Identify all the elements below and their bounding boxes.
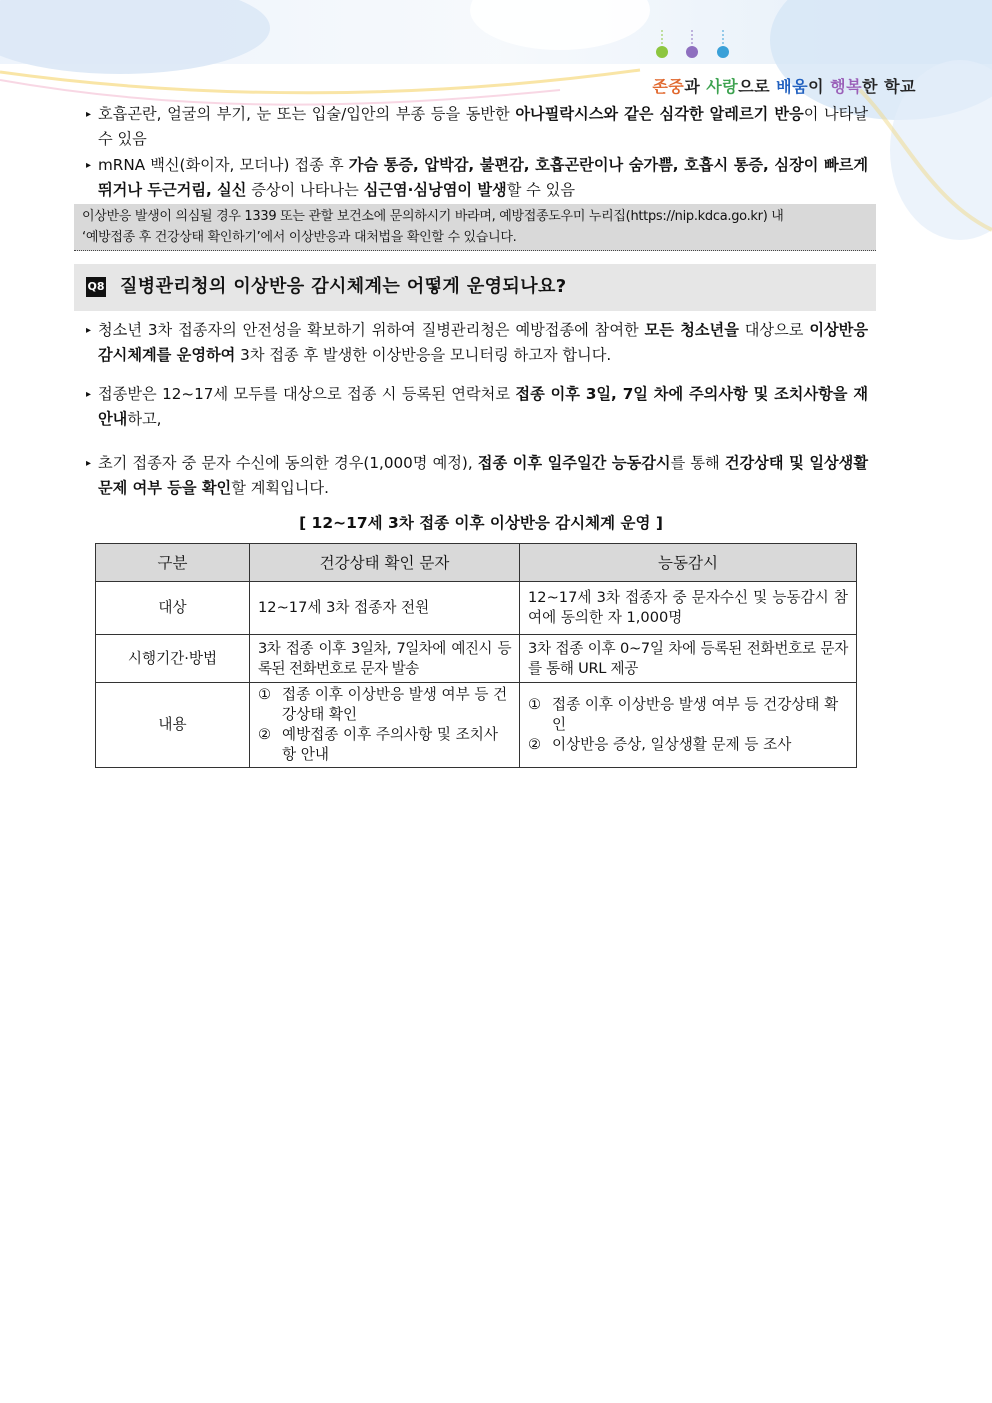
bullet-segment: 호흡곤란, 얼굴의 부기, 눈 또는 입술/입안의 부종 등을 동반한 <box>98 105 516 123</box>
header-active-surveillance: 능동감시 <box>520 544 857 582</box>
cell-active-items <box>520 683 857 768</box>
table-row-target <box>96 582 857 635</box>
bullet-emphasis: 접종 이후 3일, 7일 차에 주의사항 및 조치사항을 재안내 <box>98 385 868 428</box>
bullet-monitoring-overview <box>86 318 868 368</box>
bullet-segment: 이 나타날 수 있음 <box>98 105 868 148</box>
list-item: ② 예방접종 이후 주의사항 및 조치사항 안내 <box>258 726 498 763</box>
bullet-myocarditis <box>86 153 868 203</box>
motto-segment: 행복 <box>830 77 863 96</box>
bullet-segment: 초기 접종자 중 문자 수신에 동의한 경우(1,000명 예정), <box>98 454 478 472</box>
bullet-anaphylaxis <box>86 102 868 152</box>
header-text-check: 건강상태 확인 문자 <box>250 544 520 582</box>
cell-category: 대상 <box>96 582 250 635</box>
notice-line-1: 이상반응 발생이 의심될 경우 1339 또는 관할 보건소에 문의하시기 바라며, 예방접종도우미 누리집(https://nip.kdca.go.kr) 내 <box>82 209 784 224</box>
bullet-text <box>86 382 868 432</box>
bullet-emphasis: 모든 청소년을 <box>644 321 739 339</box>
motto-segment: 존중 <box>652 77 685 96</box>
bullet-segment: mRNA 백신(화이자, 모더나) 접종 후 <box>98 156 349 174</box>
bullet-emphasis: 가슴 통증, 압박감, 불편감, 호흡곤란이나 숨가쁨, 호흡시 통증, 심장이 빠르게 뛰거나 두근거림, 실신 <box>98 156 869 199</box>
motto-segment: 사랑 <box>706 77 739 96</box>
cell-text-check: 12~17세 3차 접종자 전원 <box>250 582 520 635</box>
header-category: 구분 <box>96 544 250 582</box>
cell-active: 12~17세 3차 접종자 중 문자수신 및 능동감시 참여에 동의한 자 1,000명 <box>520 582 857 635</box>
question-number-badge: Q8 <box>86 277 106 297</box>
motto-segment: 이 <box>808 77 831 96</box>
table-row-content <box>96 683 857 768</box>
bullet-marker-icon: ▸ <box>86 458 92 469</box>
question-header <box>74 264 876 311</box>
bullet-marker-icon: ▸ <box>86 389 92 400</box>
table-caption: [ 12~17세 3차 접종 이후 이상반응 감시체계 운영 ] <box>299 514 663 532</box>
cell-category: 내용 <box>96 683 250 768</box>
bullet-reminder-message <box>86 382 868 432</box>
bullet-text <box>86 153 868 203</box>
list-item: ① 접종 이후 이상반응 발생 여부 등 건강상태 확인 <box>258 686 508 723</box>
bullet-marker-icon: ▸ <box>86 160 92 171</box>
bullet-text <box>86 102 868 152</box>
bullet-emphasis: 이상반응 감시체계를 운영하여 <box>98 321 868 364</box>
cell-category: 시행기간·방법 <box>96 635 250 683</box>
bullet-emphasis: 접종 이후 일주일간 능동감시 <box>477 454 671 472</box>
bullet-emphasis: 아나필락시스와 같은 심각한 알레르기 반응 <box>515 105 804 123</box>
bullet-emphasis: 심근염·심낭염이 발생 <box>363 181 507 199</box>
bullet-text <box>86 451 868 501</box>
motto-segment: 으로 <box>738 77 777 96</box>
cell-text-check-items <box>250 683 520 768</box>
list-item: ② 이상반응 증상, 일상생활 문제 등 조사 <box>528 736 792 753</box>
bullet-text <box>86 318 868 368</box>
bullet-segment: 를 통해 <box>670 454 725 472</box>
bullet-segment: 3차 접종 후 발생한 이상반응을 모니터링 하고자 합니다. <box>235 346 612 364</box>
bullet-segment: 접종받은 12~17세 모두를 대상으로 접종 시 등록된 연락처로 <box>98 385 516 403</box>
bullet-marker-icon: ▸ <box>86 109 92 120</box>
cell-active: 3차 접종 이후 0~7일 차에 등록된 전화번호로 문자를 통해 URL 제공 <box>520 635 857 683</box>
bullet-segment: 하고, <box>127 410 162 428</box>
decor-dot-blue <box>717 46 729 58</box>
bullet-segment: 할 계획입니다. <box>231 479 329 497</box>
motto-segment: 한 학교 <box>862 77 916 96</box>
bullet-segment: 청소년 3차 접종자의 안전성을 확보하기 위하여 질병관리청은 예방접종에 참여한 <box>98 321 645 339</box>
bullet-segment: 증상이 나타나는 <box>246 181 364 199</box>
bullet-segment: 할 수 있음 <box>506 181 576 199</box>
table-header-row <box>96 544 857 582</box>
motto-segment: 과 <box>684 77 707 96</box>
notice-line-2: ‘예방접종 후 건강상태 확인하기’에서 이상반응과 대처법을 확인할 수 있습니다. <box>82 230 517 245</box>
school-motto <box>652 74 916 97</box>
decor-dot-green <box>656 46 668 58</box>
list-item: ① 접종 이후 이상반응 발생 여부 등 건강상태 확인 <box>528 696 839 733</box>
table-row-period-method <box>96 635 857 683</box>
cell-text-check: 3차 접종 이후 3일차, 7일차에 예진시 등록된 전화번호로 문자 발송 <box>250 635 520 683</box>
motto-segment: 배움 <box>776 77 809 96</box>
bullet-emphasis: 건강상태 및 일상생활 문제 여부 등을 확인 <box>98 454 869 497</box>
question-title: 질병관리청의 이상반응 감시체계는 어떻게 운영되나요? <box>120 276 567 297</box>
decor-dot-purple <box>686 46 698 58</box>
notice-box <box>74 204 876 251</box>
bullet-segment: 대상으로 <box>738 321 810 339</box>
bullet-active-surveillance <box>86 451 868 501</box>
bullet-marker-icon: ▸ <box>86 325 92 336</box>
surveillance-table <box>95 543 857 768</box>
